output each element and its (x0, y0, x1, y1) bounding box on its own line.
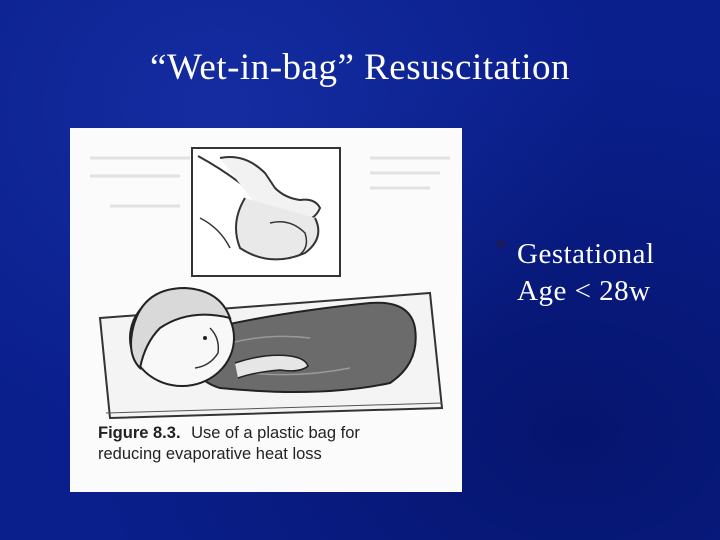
bullet-text (517, 236, 717, 310)
caption-line-1: Use of a plastic bag for (191, 424, 360, 442)
figure-label: Figure 8.3. (98, 424, 181, 442)
figure-caption (98, 423, 458, 465)
bullet-line-2: Age < 28w (517, 275, 651, 307)
slide-title: “Wet-in-bag” Resuscitation (150, 47, 570, 88)
caption-line-2: reducing evaporative heat loss (98, 445, 322, 463)
square-bullet-icon (497, 240, 507, 250)
figure-image (70, 128, 462, 492)
bullet-line-1: Gestational (517, 238, 655, 270)
